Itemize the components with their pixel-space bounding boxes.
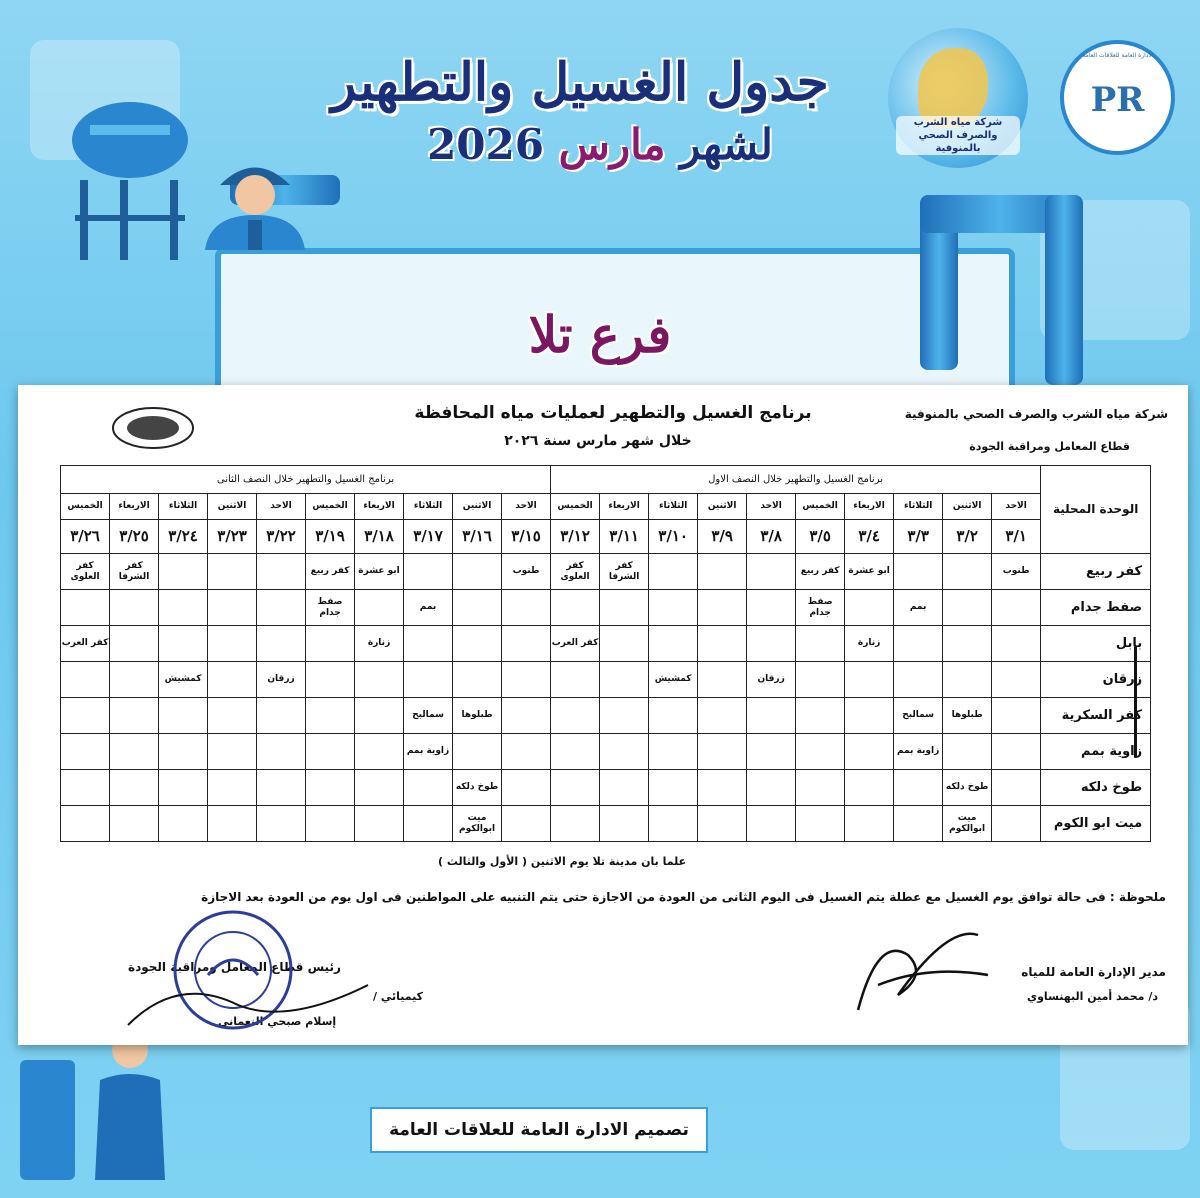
schedule-cell [600, 590, 649, 626]
schedule-cell [600, 770, 649, 806]
schedule-cell [551, 590, 600, 626]
date-header: ٣/١١ [600, 520, 649, 554]
schedule-cell [845, 662, 894, 698]
schedule-cell: زرقان [257, 662, 306, 698]
bracket-mark [1134, 647, 1140, 757]
schedule-cell [698, 770, 747, 806]
schedule-cell [894, 626, 943, 662]
date-header: ٣/١٠ [649, 520, 698, 554]
schedule-cell [208, 626, 257, 662]
unit-name: طوخ دلكه [1041, 770, 1151, 806]
schedule-cell [61, 698, 110, 734]
schedule-cell: ابو عشرة [845, 554, 894, 590]
schedule-cell [551, 698, 600, 734]
pr-logo-ring-text: الادارة العامة للعلاقات العامة [1082, 52, 1154, 59]
pr-logo [1060, 40, 1175, 155]
date-header: ٣/١٨ [355, 520, 404, 554]
day-header: الثلاثاء [404, 494, 453, 520]
schedule-cell: طنوب [502, 554, 551, 590]
schedule-cell: كفر الشرفا [110, 554, 159, 590]
schedule-cell [208, 770, 257, 806]
schedule-cell: بمم [404, 590, 453, 626]
schedule-cell [894, 554, 943, 590]
schedule-cell [404, 662, 453, 698]
schedule-cell [453, 554, 502, 590]
company-logo-text: شركة مياه الشرب والصرف الصحي بالمنوفية [896, 116, 1020, 155]
date-header: ٣/١٩ [306, 520, 355, 554]
schedule-cell [257, 554, 306, 590]
schedule-cell [992, 626, 1041, 662]
first-half-header: برنامج الغسيل والتطهير خلال النصف الاول [551, 466, 1041, 494]
schedule-cell [747, 734, 796, 770]
date-header: ٣/٢٥ [110, 520, 159, 554]
schedule-cell [208, 734, 257, 770]
schedule-cell [845, 770, 894, 806]
table-row [61, 554, 1151, 590]
schedule-cell [698, 554, 747, 590]
schedule-cell [796, 662, 845, 698]
date-header: ٣/٨ [747, 520, 796, 554]
schedule-cell: طنوب [992, 554, 1041, 590]
day-header: الخميس [796, 494, 845, 520]
schedule-cell [502, 662, 551, 698]
schedule-cell [600, 806, 649, 842]
schedule-cell: كفر العلوى [61, 554, 110, 590]
schedule-cell: زنارة [355, 626, 404, 662]
schedule-cell [845, 590, 894, 626]
schedule-cell [159, 626, 208, 662]
subtitle-year: 2026 [427, 120, 544, 169]
subtitle-month: مارس [558, 120, 666, 169]
schedule-cell [355, 806, 404, 842]
schedule-cell [257, 590, 306, 626]
schedule-cell [208, 662, 257, 698]
schedule-cell [110, 626, 159, 662]
date-header: ٣/٢٦ [61, 520, 110, 554]
day-header: الاربعاء [355, 494, 404, 520]
poster-title: جدول الغسيل والتطهير [331, 52, 829, 113]
doc-company-emblem [108, 403, 198, 453]
schedule-table [60, 465, 1151, 842]
schedule-cell [257, 698, 306, 734]
date-header: ٣/٣ [894, 520, 943, 554]
unit-name: كفر ربيع [1041, 554, 1151, 590]
date-header: ٣/١٦ [453, 520, 502, 554]
second-half-header: برنامج الغسيل والتطهير خلال النصف الثانى [61, 466, 551, 494]
day-header: الاربعاء [600, 494, 649, 520]
schedule-cell [110, 698, 159, 734]
schedule-cell [992, 770, 1041, 806]
schedule-cell [159, 698, 208, 734]
sign-right-title: مدير الإدارة العامة للمياه [1021, 965, 1166, 979]
schedule-cell [698, 806, 747, 842]
schedule-cell [600, 698, 649, 734]
poster-subtitle [420, 120, 780, 169]
schedule-cell: كفر الشرفا [600, 554, 649, 590]
schedule-cell [796, 806, 845, 842]
day-header: الخميس [306, 494, 355, 520]
schedule-cell [698, 698, 747, 734]
table-row [61, 662, 1151, 698]
engineer-icon [190, 150, 320, 250]
unit-name: بابل [1041, 626, 1151, 662]
schedule-cell [355, 734, 404, 770]
schedule-cell [453, 662, 502, 698]
date-header: ٣/٢٣ [208, 520, 257, 554]
schedule-cell: كفر ربيع [796, 554, 845, 590]
schedule-cell [649, 734, 698, 770]
schedule-cell [992, 590, 1041, 626]
schedule-cell [502, 590, 551, 626]
schedule-cell [796, 770, 845, 806]
unit-name: صفط جدام [1041, 590, 1151, 626]
schedule-cell [649, 590, 698, 626]
schedule-cell [159, 590, 208, 626]
schedule-cell [698, 734, 747, 770]
schedule-cell [992, 662, 1041, 698]
date-header: ٣/٢٢ [257, 520, 306, 554]
schedule-cell [355, 662, 404, 698]
date-row [61, 520, 1151, 554]
schedule-cell: بمم [894, 590, 943, 626]
date-header: ٣/٢٤ [159, 520, 208, 554]
schedule-cell: زاوية بمم [894, 734, 943, 770]
schedule-cell [502, 734, 551, 770]
sign-left-title: رئيس قطاع المعامل ومراقبة الجودة [128, 960, 341, 974]
schedule-cell [61, 662, 110, 698]
table-row [61, 770, 1151, 806]
unit-name: ميت ابو الكوم [1041, 806, 1151, 842]
schedule-cell [649, 806, 698, 842]
schedule-cell: زنارة [845, 626, 894, 662]
date-header: ٣/١٥ [502, 520, 551, 554]
schedule-cell [943, 554, 992, 590]
holiday-note: علما بان مدينة تلا يوم الاثنين ( الأول والثالث ) [438, 855, 687, 868]
day-header: الاثنين [698, 494, 747, 520]
schedule-cell [502, 698, 551, 734]
schedule-cell [306, 734, 355, 770]
schedule-cell [208, 590, 257, 626]
schedule-cell [649, 554, 698, 590]
schedule-cell [159, 734, 208, 770]
schedule-cell: كفر العرب [551, 626, 600, 662]
day-header: الثلاثاء [894, 494, 943, 520]
schedule-cell [159, 770, 208, 806]
schedule-cell [894, 662, 943, 698]
day-header: الاثنين [208, 494, 257, 520]
schedule-cell [796, 626, 845, 662]
schedule-body [61, 554, 1151, 842]
schedule-cell [453, 626, 502, 662]
pipe-decoration [1045, 195, 1083, 385]
schedule-cell: طبلوها [453, 698, 502, 734]
date-header: ٣/١ [992, 520, 1041, 554]
schedule-cell [551, 734, 600, 770]
schedule-cell [992, 698, 1041, 734]
schedule-cell [159, 554, 208, 590]
schedule-cell [747, 770, 796, 806]
schedule-cell [159, 806, 208, 842]
schedule-cell [404, 806, 453, 842]
schedule-cell [600, 626, 649, 662]
table-row [61, 626, 1151, 662]
footer-credit: تصميم الادارة العامة للعلاقات العامة [370, 1107, 708, 1153]
schedule-cell [208, 698, 257, 734]
schedule-cell [110, 806, 159, 842]
day-header: الثلاثاء [159, 494, 208, 520]
schedule-cell [649, 770, 698, 806]
schedule-cell: صفط جدام [796, 590, 845, 626]
schedule-cell [404, 626, 453, 662]
schedule-cell: كفر ربيع [306, 554, 355, 590]
schedule-cell [747, 590, 796, 626]
day-header: الاحد [257, 494, 306, 520]
schedule-cell [61, 590, 110, 626]
schedule-cell: كمشيش [649, 662, 698, 698]
schedule-cell [257, 734, 306, 770]
schedule-cell [257, 770, 306, 806]
schedule-cell [61, 770, 110, 806]
schedule-cell [943, 626, 992, 662]
remark-text: ملحوظة : فى حالة توافق يوم الغسيل مع عطلة يتم الغسيل فى اليوم الثانى من العودة من الاجازة حتى يتم التنبيه على المواطنين فى اول يوم من العودة بعد الاجازة [201, 890, 1166, 904]
schedule-cell [747, 554, 796, 590]
schedule-cell [698, 662, 747, 698]
date-header: ٣/٢ [943, 520, 992, 554]
schedule-cell [649, 698, 698, 734]
schedule-cell: سمالبح [404, 698, 453, 734]
branch-name: فرع تلا [528, 305, 672, 364]
schedule-cell [502, 626, 551, 662]
schedule-cell [306, 698, 355, 734]
schedule-cell: كفر العرب [61, 626, 110, 662]
sign-left-role: كيميائي / [373, 990, 423, 1003]
schedule-cell: سمالبح [894, 698, 943, 734]
schedule-cell [208, 554, 257, 590]
subtitle-prefix: لشهر [680, 120, 773, 169]
water-tower-icon [60, 95, 210, 265]
schedule-cell [698, 626, 747, 662]
day-header: الاربعاء [845, 494, 894, 520]
schedule-cell [992, 734, 1041, 770]
day-header: الاثنين [453, 494, 502, 520]
schedule-cell [306, 626, 355, 662]
day-header: الاحد [747, 494, 796, 520]
day-row [61, 494, 1151, 520]
day-header: الاثنين [943, 494, 992, 520]
schedule-cell [404, 554, 453, 590]
schedule-cell: صفط جدام [306, 590, 355, 626]
schedule-cell: طوخ دلكه [453, 770, 502, 806]
sign-left-name: إسلام صبحي النعمانى [218, 1015, 337, 1028]
schedule-cell [943, 734, 992, 770]
sign-right-name: د/ محمد أمين البهنساوي [1027, 990, 1158, 1003]
schedule-cell [698, 590, 747, 626]
day-header: الخميس [61, 494, 110, 520]
schedule-cell [110, 662, 159, 698]
schedule-cell [306, 806, 355, 842]
doc-company: شركة مياه الشرب والصرف الصحي بالمنوفية [904, 407, 1168, 421]
schedule-cell [747, 698, 796, 734]
schedule-cell [747, 626, 796, 662]
signature-left [118, 965, 378, 1035]
schedule-cell [502, 770, 551, 806]
signature-right [838, 915, 998, 1025]
schedule-cell [845, 806, 894, 842]
schedule-cell [600, 662, 649, 698]
schedule-cell [845, 734, 894, 770]
date-header: ٣/٤ [845, 520, 894, 554]
schedule-cell [257, 806, 306, 842]
schedule-cell [796, 698, 845, 734]
schedule-cell [747, 806, 796, 842]
schedule-cell [110, 590, 159, 626]
date-header: ٣/١٧ [404, 520, 453, 554]
schedule-cell [355, 590, 404, 626]
schedule-cell [208, 806, 257, 842]
pr-logo-text: PR [1090, 80, 1145, 120]
schedule-cell [355, 698, 404, 734]
schedule-cell [453, 734, 502, 770]
table-row [61, 590, 1151, 626]
table-row [61, 806, 1151, 842]
doc-program-title: برنامج الغسيل والتطهير لعمليات مياه المحافظة [414, 403, 812, 423]
day-header: الاربعاء [110, 494, 159, 520]
company-logo [888, 28, 1028, 168]
schedule-cell [845, 698, 894, 734]
schedule-cell [306, 662, 355, 698]
schedule-cell [110, 734, 159, 770]
schedule-cell [551, 662, 600, 698]
unit-header: الوحدة المحلية [1041, 466, 1151, 554]
schedule-cell [453, 590, 502, 626]
schedule-cell [404, 770, 453, 806]
doc-sector: قطاع المعامل ومراقبة الجودة [969, 440, 1130, 453]
day-header: الاحد [502, 494, 551, 520]
unit-name: زاوية بمم [1041, 734, 1151, 770]
schedule-cell [306, 770, 355, 806]
schedule-cell: طبلوها [943, 698, 992, 734]
schedule-cell [551, 770, 600, 806]
schedule-cell [943, 590, 992, 626]
schedule-cell [649, 626, 698, 662]
schedule-cell [61, 806, 110, 842]
schedule-cell [600, 734, 649, 770]
schedule-cell: زاوية بمم [404, 734, 453, 770]
schedule-cell: ابو عشرة [355, 554, 404, 590]
schedule-cell: ميت ابوالكوم [943, 806, 992, 842]
schedule-cell: ميت ابوالكوم [453, 806, 502, 842]
date-header: ٣/٥ [796, 520, 845, 554]
schedule-cell [257, 626, 306, 662]
date-header: ٣/٩ [698, 520, 747, 554]
schedule-cell [894, 806, 943, 842]
schedule-cell [61, 734, 110, 770]
day-header: الثلاثاء [649, 494, 698, 520]
schedule-cell [894, 770, 943, 806]
day-header: الخميس [551, 494, 600, 520]
table-row [61, 698, 1151, 734]
schedule-cell [110, 770, 159, 806]
schedule-cell [551, 806, 600, 842]
table-row [61, 734, 1151, 770]
schedule-cell [943, 662, 992, 698]
schedule-cell: كفر العلوى [551, 554, 600, 590]
schedule-cell: زرقان [747, 662, 796, 698]
schedule-cell [355, 770, 404, 806]
schedule-document [18, 385, 1188, 1045]
doc-period: خلال شهر مارس سنة ٢٠٢٦ [504, 433, 692, 449]
unit-name: زرقان [1041, 662, 1151, 698]
unit-name: كفر السكرية [1041, 698, 1151, 734]
schedule-cell [502, 806, 551, 842]
schedule-cell: كمشيش [159, 662, 208, 698]
schedule-cell [992, 806, 1041, 842]
date-header: ٣/١٢ [551, 520, 600, 554]
schedule-cell: طوخ دلكه [943, 770, 992, 806]
day-header: الاحد [992, 494, 1041, 520]
schedule-cell [796, 734, 845, 770]
